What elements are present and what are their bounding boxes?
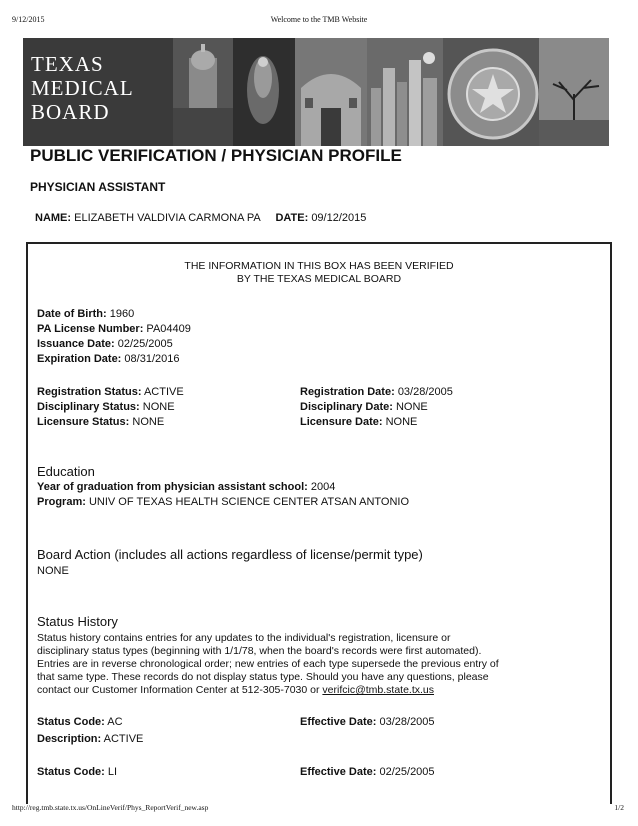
name-value: ELIZABETH VALDIVIA CARMONA PA — [74, 212, 261, 224]
effective-date-row-2 — [300, 766, 435, 778]
disciplinary-date-value: NONE — [395, 401, 428, 413]
graduation-year-row — [37, 481, 335, 493]
effective-date-label: Effective Date: — [300, 716, 377, 728]
license-value: PA04409 — [146, 323, 191, 335]
issuance-label: Issuance Date: — [37, 338, 115, 350]
licensure-status-label: Licensure Status: — [37, 416, 130, 428]
status-code-label: Status Code: — [37, 716, 105, 728]
licensure-date-row — [300, 416, 417, 428]
logo-line-1: TEXAS — [31, 52, 104, 76]
status-history-line-4: that same type. These records do not display status type. Should you have any questions, please — [37, 671, 489, 683]
footer-page-number: 1/2 — [614, 803, 624, 812]
license-row — [37, 323, 191, 335]
disciplinary-status-label: Disciplinary Status: — [37, 401, 140, 413]
name-line — [35, 212, 366, 224]
description-label: Description: — [37, 733, 102, 745]
page-title: PUBLIC VERIFICATION / PHYSICIAN PROFILE — [30, 146, 402, 165]
status-code-label: Status Code: — [37, 766, 105, 778]
date-value: 09/12/2015 — [311, 212, 367, 224]
status-history-heading: Status History — [37, 614, 118, 629]
licensure-status-row — [37, 416, 164, 428]
issuance-value: 02/25/2005 — [117, 338, 173, 350]
tmb-banner — [23, 38, 609, 146]
graduation-year-value: 2004 — [310, 481, 336, 493]
effective-date-label: Effective Date: — [300, 766, 377, 778]
expiration-value: 08/31/2016 — [124, 353, 180, 365]
dob-label: Date of Birth: — [37, 308, 107, 320]
contact-text: contact our Customer Information Center at 512-305-7030 or — [37, 684, 323, 696]
status-history-line-5 — [37, 684, 597, 697]
status-code-row-1 — [37, 716, 123, 728]
status-code-row-2 — [37, 766, 117, 778]
education-heading: Education — [37, 464, 95, 479]
expiration-row — [37, 353, 179, 365]
capitol-photo — [173, 38, 233, 146]
program-row — [37, 496, 409, 508]
description-row-1 — [37, 733, 143, 745]
effective-date-row-1 — [300, 716, 435, 728]
tree-photo — [539, 38, 609, 146]
alamo-photo — [295, 38, 367, 146]
description-value: ACTIVE — [103, 733, 144, 745]
footer-url: http://reg.tmb.state.tx.us/OnLineVerif/Phys_ReportVerif_new.asp — [12, 803, 209, 812]
disciplinary-date-label: Disciplinary Date: — [300, 401, 393, 413]
verified-notice-line-1: THE INFORMATION IN THIS BOX HAS BEEN VERIFIED — [184, 260, 454, 272]
licensure-status-value: NONE — [132, 416, 165, 428]
dob-row — [37, 308, 134, 320]
verified-notice — [28, 260, 610, 286]
print-page-title: Welcome to the TMB Website — [270, 15, 368, 24]
effective-date-value: 03/28/2005 — [379, 716, 435, 728]
disciplinary-status-value: NONE — [142, 401, 175, 413]
registration-status-label: Registration Status: — [37, 386, 142, 398]
status-history-description — [37, 632, 597, 697]
registration-date-row — [300, 386, 453, 398]
registration-date-value: 03/28/2005 — [397, 386, 453, 398]
licensure-date-label: Licensure Date: — [300, 416, 383, 428]
disciplinary-status-row — [37, 401, 175, 413]
tmb-logo — [31, 52, 171, 132]
effective-date-value: 02/25/2005 — [379, 766, 435, 778]
registration-status-value: ACTIVE — [143, 386, 184, 398]
board-action-heading: Board Action (includes all actions regardless of license/permit type) — [37, 547, 423, 562]
contact-email-link[interactable]: verifcic@tmb.state.tx.us — [322, 684, 435, 696]
status-history-line-1: Status history contains entries for any updates to the individual's registration, licensure or — [37, 632, 451, 644]
graduation-year-label: Year of graduation from physician assistant school: — [37, 481, 308, 493]
verified-box — [26, 242, 612, 804]
license-label: PA License Number: — [37, 323, 144, 335]
name-label: NAME: — [35, 212, 72, 224]
logo-line-2: MEDICAL — [31, 76, 134, 100]
program-label: Program: — [37, 496, 86, 508]
profile-type: PHYSICIAN ASSISTANT — [30, 180, 166, 194]
issuance-row — [37, 338, 173, 350]
skyline-photo — [367, 38, 443, 146]
status-code-value: AC — [107, 716, 123, 728]
bluebonnet-photo — [233, 38, 295, 146]
logo-line-3: BOARD — [31, 100, 110, 124]
registration-status-row — [37, 386, 184, 398]
texas-seal — [443, 38, 539, 146]
registration-date-label: Registration Date: — [300, 386, 395, 398]
licensure-date-value: NONE — [385, 416, 418, 428]
dob-value: 1960 — [109, 308, 135, 320]
print-date: 9/12/2015 — [12, 15, 45, 24]
status-history-line-3: Entries are in reverse chronological order; new entries of each type supersede the previous entry of — [37, 658, 499, 670]
disciplinary-date-row — [300, 401, 428, 413]
date-label: DATE: — [275, 212, 309, 224]
board-action-value: NONE — [37, 565, 69, 577]
expiration-label: Expiration Date: — [37, 353, 122, 365]
status-history-line-2: disciplinary status types (beginning with 1/1/78, when the board's records were first automated). — [37, 645, 482, 657]
status-code-value: LI — [107, 766, 118, 778]
verified-notice-line-2: BY THE TEXAS MEDICAL BOARD — [236, 273, 402, 285]
program-value: UNIV OF TEXAS HEALTH SCIENCE CENTER ATSAN ANTONIO — [88, 496, 410, 508]
